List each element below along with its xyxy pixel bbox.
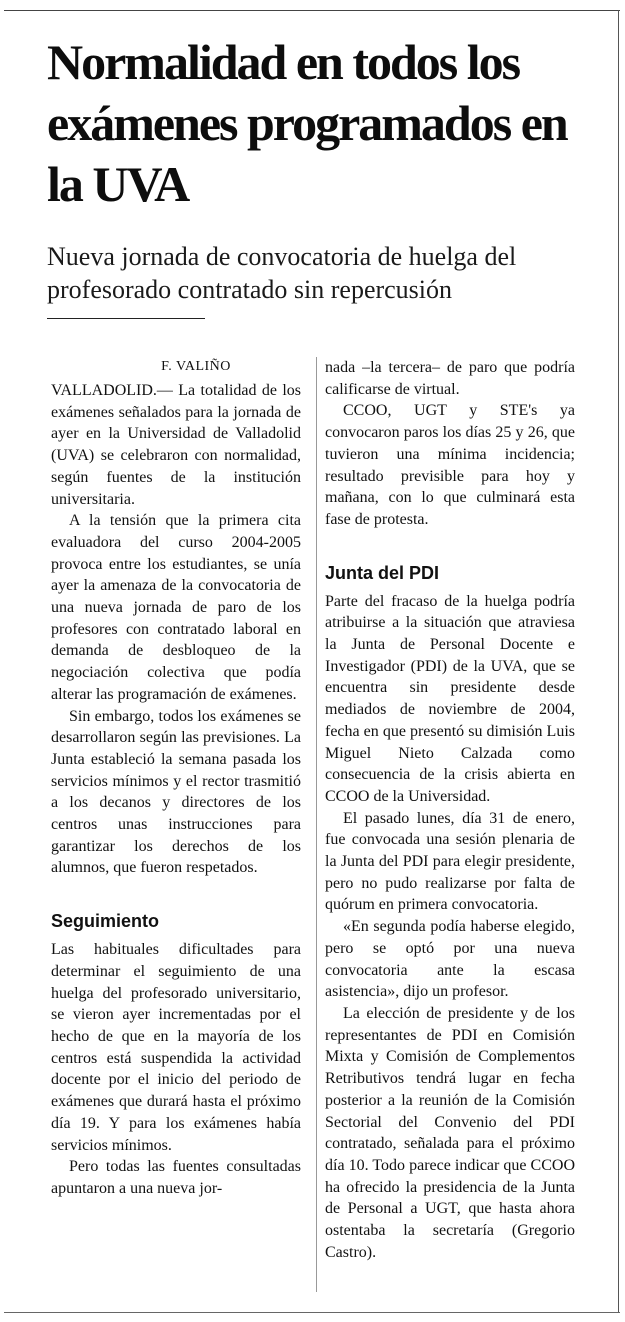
section-heading-seguimiento: Seguimiento [51, 911, 160, 932]
headline-rule [47, 318, 205, 319]
page-border-top [4, 10, 620, 11]
byline: F. VALIÑO [161, 359, 231, 374]
article-paragraph: CCOO, UGT y STE's ya convocaron paros los días 25 y 26, que tuvieron una mínima incidencia; resultado previsible para hoy y mañana, con lo que culminará esta fase de protesta. [325, 402, 575, 528]
subheadline: Nueva jornada de convocatoria de huelga del profesorado contratado sin repercusión [47, 242, 517, 304]
article-paragraph: A la tensión que la primera cita evaluadora del curso 2004-2005 provoca entre los estudiantes, se unía ayer la amenaza de la convocatoria de una nueva jornada de paro de los profesores con contratado laboral en demanda de desbloqueo de la negociación colectiva que podía alterar las programación de exámenes. [51, 512, 301, 703]
article-column-right [325, 357, 575, 1263]
article-column-left [51, 357, 301, 1200]
article-paragraph: nada –la tercera– de paro que podría calificarse de virtual. [325, 359, 575, 398]
article-paragraph: La elección de presidente y de los representantes de PDI en Comisión Mixta y Comisión de Complementos Retributivos tendrá lugar en fecha posterior a la reunión de la Comisión Sectorial del Convenio del PDI contratado, señalada para el próximo día 10. Todo parece indicar que CCOO ha ofrecido la presidencia de la Junta de Personal a UGT, que hasta ahora ostentaba la secretaría (Gregorio Castro). [325, 1004, 575, 1261]
article-paragraph: Pero todas las fuentes consultadas apuntaron a una nueva jor- [51, 1158, 301, 1197]
column-divider [316, 357, 317, 1292]
article-paragraph: «En segunda podía haberse elegido, pero se optó por una nueva convocatoria ante la escasa asistencia», dijo un profesor. [325, 918, 575, 1001]
section-heading-junta-del-pdi: Junta del PDI [325, 562, 440, 583]
article-paragraph: Parte del fracaso de la huelga podría atribuirse a la situación que atraviesa la Junta de Personal Docente e Investigador (PDI) de la UVA, que se encuentra sin presidente desde mediados de noviembre de 2004, fecha en que presentó su dimisión Luis Miguel Nieto Calzada como consecuencia de la crisis abierta en CCOO de la Universidad. [325, 592, 575, 805]
article-paragraph: VALLADOLID.— La totalidad de los exámenes señalados para la jornada de ayer en la Universidad de Valladolid (UVA) se celebraron con normalidad, según fuentes de la institución universitaria. [51, 382, 301, 508]
headline: Normalidad en todos los exámenes programados en la UVA [47, 34, 567, 212]
article-paragraph: Sin embargo, todos los exámenes se desarrollaron según las previsiones. La Junta estableció la semana pasada los servicios mínimos y el rector trasmitió a los decanos y directores de los centros unas instrucciones para garantizar los derechos de los alumnos, que fueron respetados. [51, 707, 301, 877]
article-paragraph: El pasado lunes, día 31 de enero, fue convocada una sesión plenaria de la Junta del PDI para elegir presidente, pero no pudo realizarse por falta de quórum en primera convocatoria. [325, 809, 575, 914]
page-border-bottom [4, 1312, 620, 1313]
page-border-right [618, 10, 619, 1312]
article-paragraph: Las habituales dificultades para determinar el seguimiento de una huelga del profesorado universitario, se vieron ayer incrementadas por el hecho de que en la mayoría de los centros está suspendida la actividad docente por el inicio del periodo de exámenes que durará hasta el próximo día 19. Y para los exámenes había servicios mínimos. [51, 941, 301, 1154]
